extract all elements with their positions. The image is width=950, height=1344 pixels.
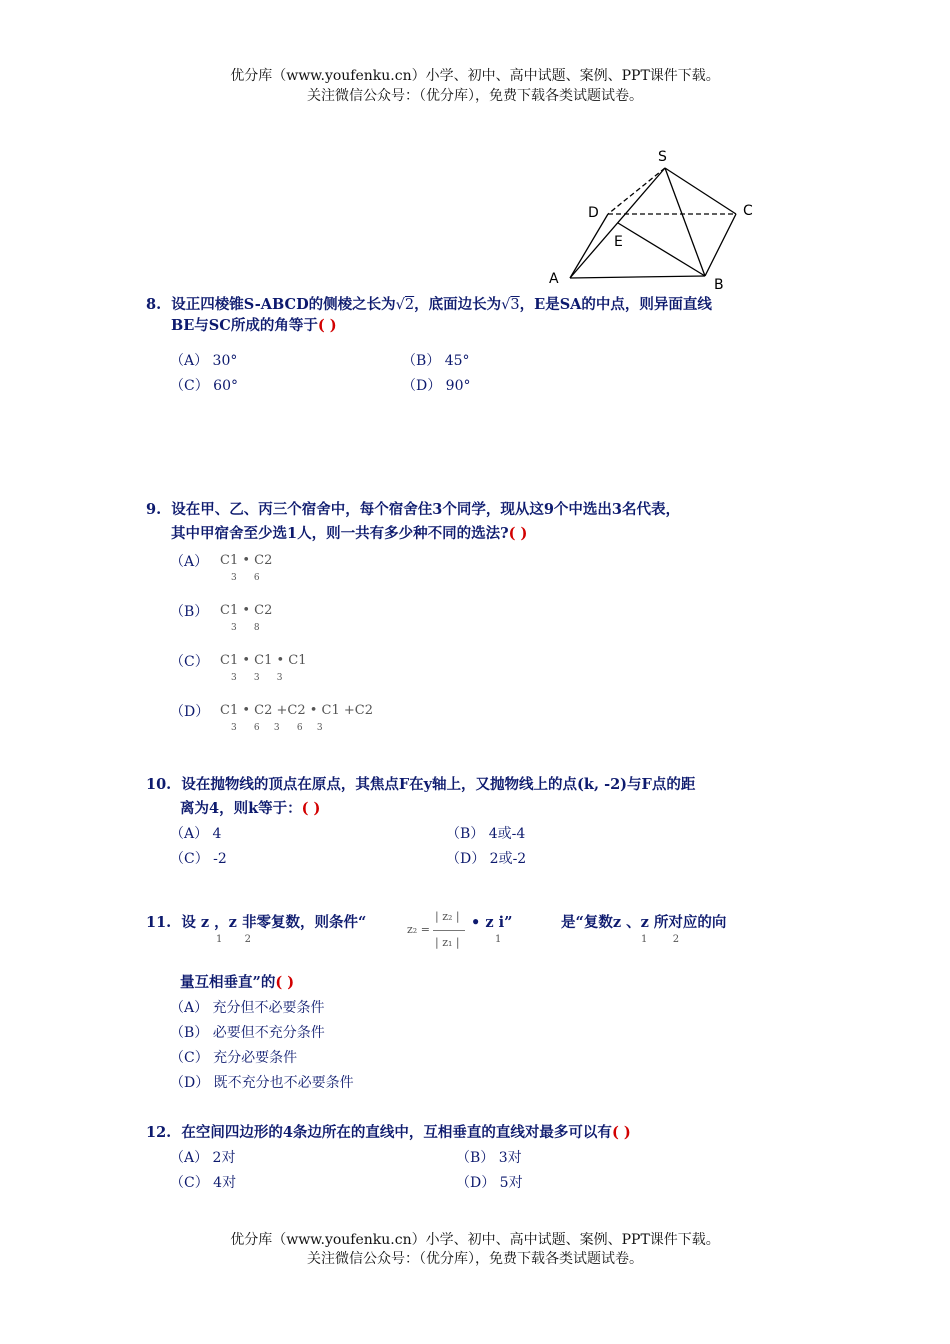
sqrt3-value: 3 <box>510 297 520 313</box>
label-b: B <box>714 277 724 293</box>
footer-line-1: 优分库（www.youfenku.cn）小学、初中、高中试题、案例、PPT课件下载。 <box>230 1232 720 1248</box>
q8-number: 8. <box>146 296 162 313</box>
q10-option-c: （C） -2 <box>170 851 227 867</box>
q11-text-b: 是“复数z 、z 所对应的向 <box>561 914 727 931</box>
q9-option-d-expr: C1 • C2 +C2 • C1 +C2 <box>220 703 374 718</box>
q9-option-c-expr: C1 • C1 • C1 <box>220 653 307 668</box>
q11-frac-den: | z₁ | <box>435 936 460 949</box>
q9-option-b-expr: C1 • C2 <box>220 603 273 618</box>
q12-option-d: （D） 5对 <box>456 1175 523 1191</box>
sqrt2-radical: √2 <box>395 297 415 313</box>
q10-line-1 <box>146 774 695 796</box>
header-line-1: 优分库（www.youfenku.cn）小学、初中、高中试题、案例、PPT课件下载。 <box>230 68 720 84</box>
q9-option-d-label: （D） <box>170 704 210 720</box>
q9-option-c-subs: 3 3 3 <box>231 673 283 683</box>
q8-text-c: ，E是SA的中点，则异面直线 <box>519 296 712 313</box>
q11-subs-left: 1 2 <box>216 934 251 945</box>
q8-answer-paren: ( ) <box>317 317 337 334</box>
q11-formula-mid: • z i” <box>471 914 513 931</box>
q9-text-2: 其中甲宿舍至少选1人，则一共有多少种不同的选法? <box>171 525 509 542</box>
edge-be <box>618 223 705 276</box>
q9-line-2 <box>171 523 527 545</box>
label-c: C <box>743 203 753 219</box>
q11-sub-mid: 1 <box>495 934 502 945</box>
pyramid-figure <box>540 140 770 295</box>
q11-text-a: 设 z ，z 非零复数，则条件“ <box>181 914 367 931</box>
q9-option-b-subs: 3 8 <box>231 623 260 633</box>
q10-number: 10. <box>146 776 172 793</box>
edge-ab <box>570 276 705 278</box>
q11-answer-paren: ( ) <box>275 974 295 991</box>
q10-option-a: （A） 4 <box>170 826 222 842</box>
q11-frac-num: | z₂ | <box>435 910 460 923</box>
sqrt2-value: 2 <box>404 297 415 313</box>
q12-line-1 <box>146 1122 631 1144</box>
q11-number: 11. <box>146 914 172 931</box>
q11-frac-bar <box>433 930 465 931</box>
q9-option-b-label: （B） <box>170 604 209 620</box>
q8-option-c: （C） 60° <box>170 378 238 394</box>
q12-option-b: （B） 3对 <box>456 1150 522 1166</box>
q9-text-1: 设在甲、乙、丙三个宿舍中，每个宿舍住3个同学，现从这9个中选出3名代表， <box>171 501 681 518</box>
q11-line-1-left <box>146 912 366 934</box>
q9-option-a-label: （A） <box>170 554 209 570</box>
q9-line-1 <box>146 499 680 521</box>
q11-frac-lhs: z₂ = <box>407 923 430 936</box>
q12-number: 12. <box>146 1124 172 1141</box>
q12-text-1: 在空间四边形的4条边所在的直线中，互相垂直的直线对最多可以有 <box>181 1124 612 1141</box>
q8-text-b: ，底面边长为 <box>414 296 502 313</box>
q10-option-b: （B） 4或-4 <box>446 826 526 842</box>
q9-number: 9. <box>146 501 162 518</box>
q11-option-c: （C） 充分必要条件 <box>170 1050 298 1066</box>
edge-sb <box>665 168 705 276</box>
q11-option-b: （B） 必要但不充分条件 <box>170 1025 325 1041</box>
q10-text-1: 设在抛物线的顶点在原点，其焦点F在y轴上，又抛物线上的点(k, -2)与F点的距 <box>181 776 696 793</box>
q12-option-c: （C） 4对 <box>170 1175 237 1191</box>
q8-option-d: （D） 90° <box>402 378 471 394</box>
edge-sc <box>665 168 736 214</box>
q10-answer-paren: ( ) <box>301 800 321 817</box>
q11-formula <box>405 906 465 956</box>
edge-sd <box>608 168 665 214</box>
q9-option-a-expr: C1 • C2 <box>220 553 273 568</box>
footer-line-2: 关注微信公众号：（优分库），免费下载各类试题试卷。 <box>307 1251 643 1267</box>
q8-line-1 <box>146 294 712 316</box>
edge-ad <box>570 214 608 278</box>
q10-text-2: 离为4，则k等于： <box>180 800 302 817</box>
label-d: D <box>588 205 599 221</box>
q8-option-a: （A） 30° <box>170 353 238 369</box>
q11-subs-right: 1 2 <box>641 934 680 945</box>
q9-answer-paren: ( ) <box>508 525 528 542</box>
q12-option-a: （A） 2对 <box>170 1150 236 1166</box>
label-e: E <box>614 234 623 250</box>
q8-line-2 <box>171 315 337 337</box>
q8-text-a: 设正四棱锥S-ABCD的侧棱之长为 <box>171 296 396 313</box>
q12-answer-paren: ( ) <box>611 1124 631 1141</box>
q11-line-2 <box>180 972 294 994</box>
edge-bc <box>705 214 736 276</box>
label-s: S <box>658 149 667 165</box>
q9-option-a-subs: 3 6 <box>231 573 260 583</box>
edge-sa <box>570 168 665 278</box>
q8-text-2: BE与SC所成的角等于 <box>171 317 318 334</box>
q11-option-d: （D） 既不充分也不必要条件 <box>170 1075 354 1091</box>
header-line-2: 关注微信公众号：（优分库），免费下载各类试题试卷。 <box>307 88 643 104</box>
q9-option-d-subs: 3 6 3 6 3 <box>231 723 323 733</box>
label-a: A <box>549 271 559 287</box>
q10-line-2 <box>180 798 320 820</box>
q11-text-2: 量互相垂直”的 <box>180 974 276 991</box>
q11-option-a: （A） 充分但不必要条件 <box>170 1000 325 1016</box>
sqrt3-radical: √3 <box>501 297 520 313</box>
q9-option-c-label: （C） <box>170 654 209 670</box>
q8-option-b: （B） 45° <box>402 353 470 369</box>
q10-option-d: （D） 2或-2 <box>446 851 527 867</box>
